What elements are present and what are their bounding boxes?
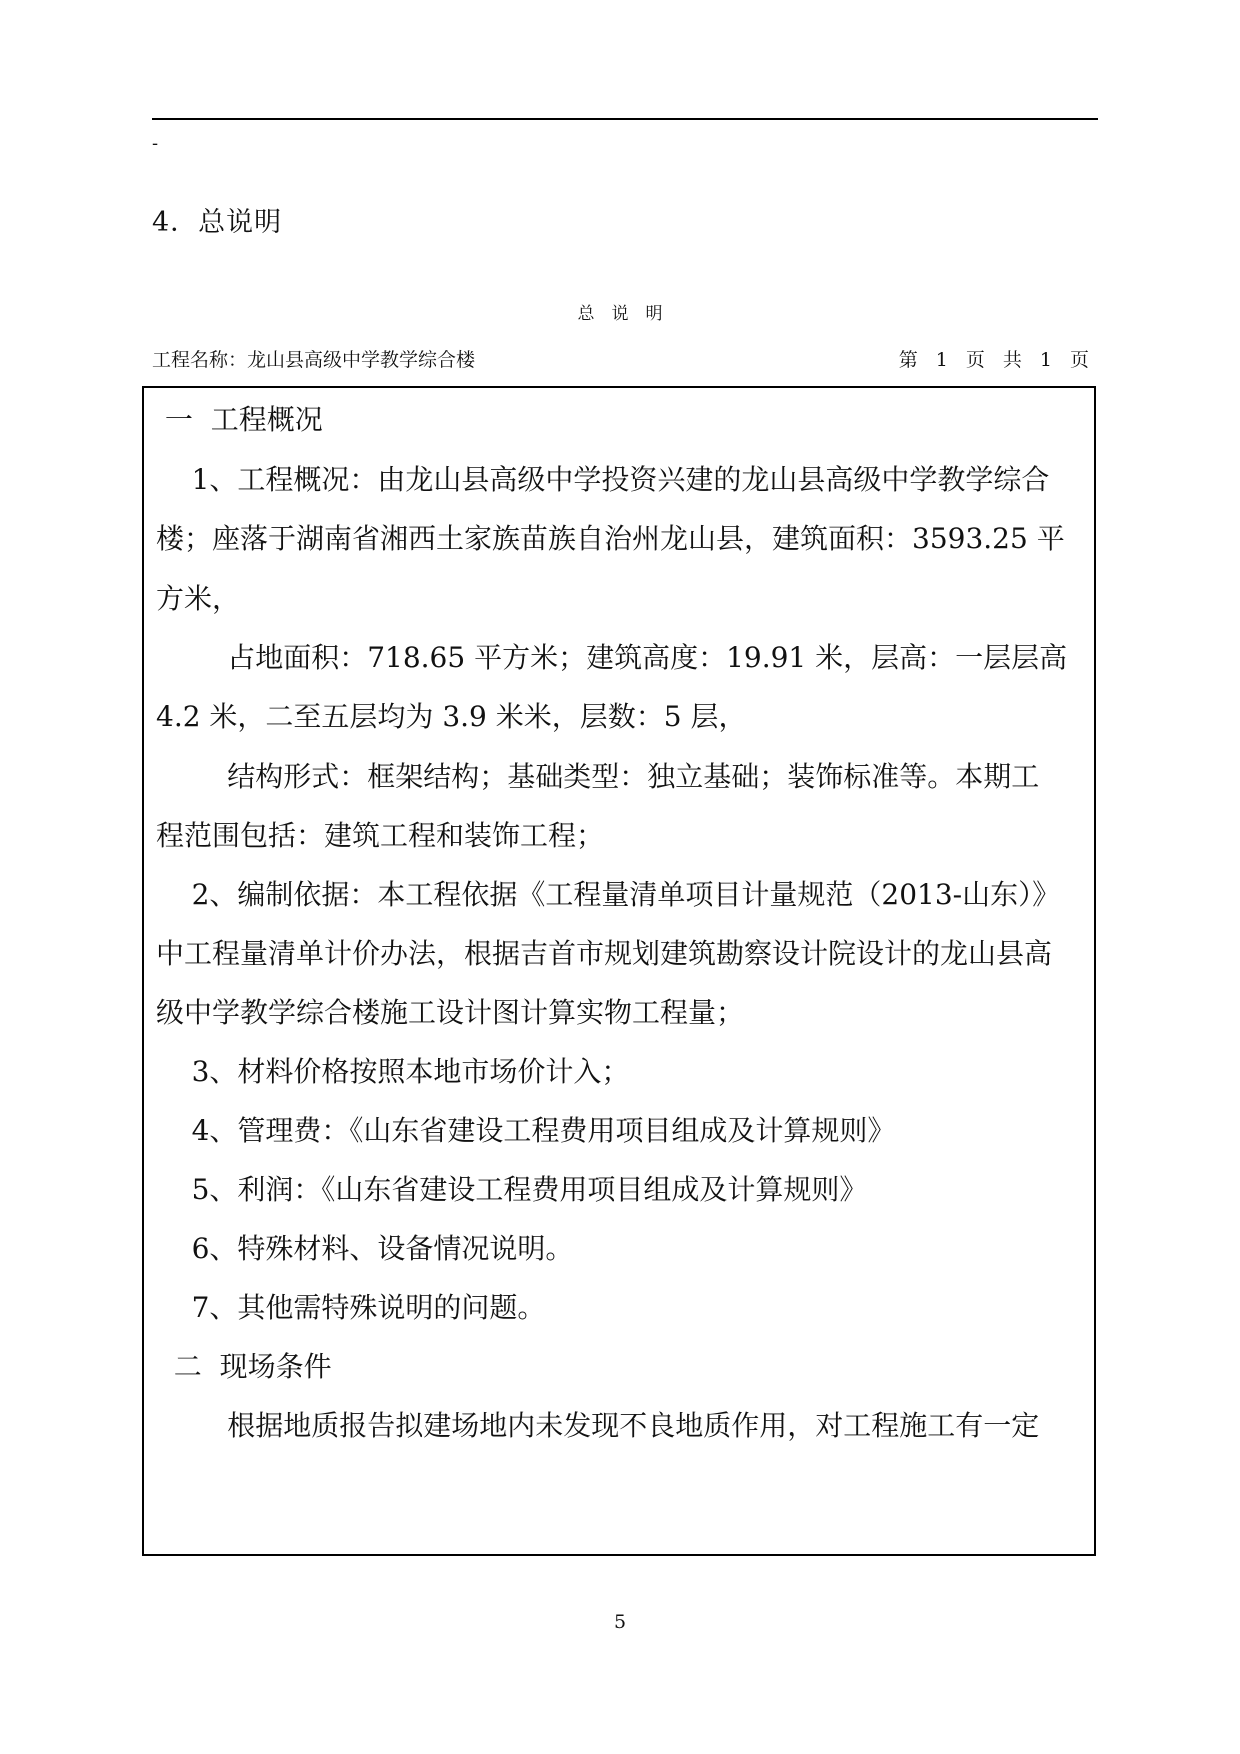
content-line: 楼；座落于湖南省湘西土家族苗族自治州龙山县，建筑面积：3593.25 平 xyxy=(156,522,1065,555)
content-line: 二 现场条件 xyxy=(156,1350,332,1383)
page-indicator-di: 第 xyxy=(898,349,918,371)
content-line: 3、材料价格按照本地市场价计入； xyxy=(156,1055,630,1088)
content-line: 占地面积：718.65 平方米；建筑高度：19.91 米，层高：一层层高 xyxy=(156,641,1068,674)
page-indicator-ye: 页 xyxy=(965,349,985,371)
document-meta-row xyxy=(152,346,1089,374)
project-name: 工程名称：龙山县高级中学教学综合楼 xyxy=(152,349,476,371)
page-indicator-total: 1 xyxy=(1039,349,1052,371)
content-line: 4.2 米，二至五层均为 3.9 米米，层数：5 层， xyxy=(156,700,747,733)
content-line: 7、其他需特殊说明的问题。 xyxy=(156,1291,546,1324)
section-heading: 4．总说明 xyxy=(152,207,283,238)
content-line: 4、管理费：《山东省建设工程费用项目组成及计算规则》 xyxy=(156,1114,896,1147)
page-indicator-ye-end: 页 xyxy=(1069,349,1089,371)
content-line: 级中学教学综合楼施工设计图计算实物工程量； xyxy=(156,996,745,1029)
page-indicator xyxy=(899,346,1089,374)
content-line: 根据地质报告拟建场地内未发现不良地质作用，对工程施工有一定 xyxy=(156,1409,1040,1442)
content-line: 一 工程概况 xyxy=(156,403,323,436)
page-number: 5 xyxy=(613,1611,627,1633)
header-mark: - xyxy=(152,133,159,154)
content-line: 1、工程概况：由龙山县高级中学投资兴建的龙山县高级中学教学综合 xyxy=(156,463,1050,496)
document-title: 总说明 xyxy=(577,304,680,324)
content-line: 方米， xyxy=(156,582,241,615)
header-rule xyxy=(152,118,1098,120)
content-line: 结构形式：框架结构；基础类型：独立基础；装饰标准等。本期工 xyxy=(156,760,1040,793)
content-line: 2、编制依据：本工程依据《工程量清单项目计量规范（2013-山东）》 xyxy=(156,878,1061,911)
content-line: 中工程量清单计价办法，根据吉首市规划建筑勘察设计院设计的龙山县高 xyxy=(156,937,1053,970)
page-indicator-gong: 共 xyxy=(1002,349,1022,371)
content-line: 5、利润：《山东省建设工程费用项目组成及计算规则》 xyxy=(156,1173,868,1206)
page-indicator-current: 1 xyxy=(935,349,948,371)
content-line: 6、特殊材料、设备情况说明。 xyxy=(156,1232,574,1265)
content-line: 程范围包括：建筑工程和装饰工程； xyxy=(156,819,605,852)
content-box xyxy=(142,386,1096,1556)
